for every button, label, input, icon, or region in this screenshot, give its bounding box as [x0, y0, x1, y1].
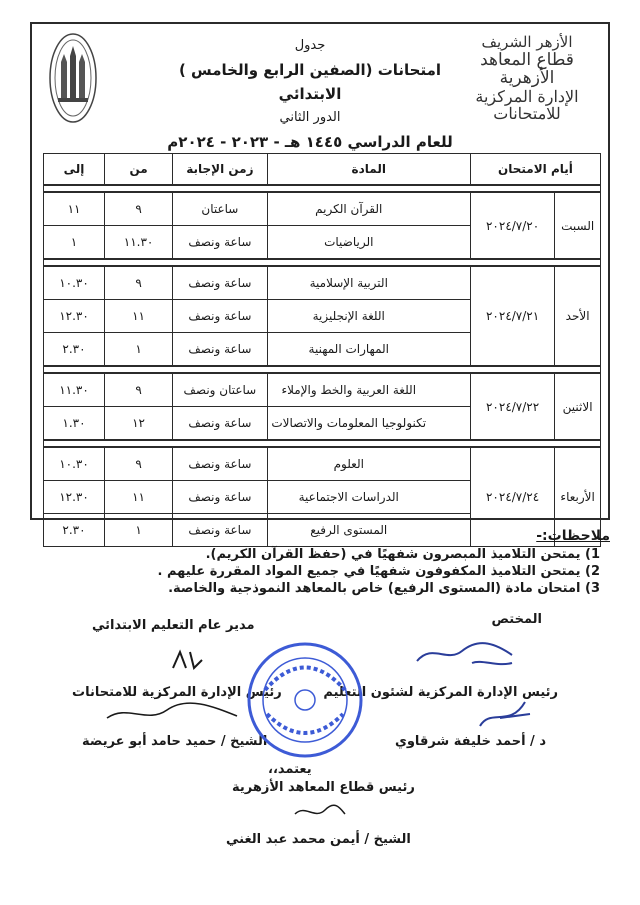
- specialist-title: المختص: [491, 612, 542, 627]
- header-from: من: [105, 154, 173, 186]
- to-cell: ١١: [44, 192, 105, 226]
- director-primary-title: مدير عام التعليم الابتدائي: [92, 618, 255, 633]
- duration-cell: ساعتان ونصف: [173, 373, 268, 407]
- specialist-signature: [412, 633, 522, 673]
- table-row: [44, 447, 601, 481]
- from-cell: ٩: [105, 447, 173, 481]
- header-to: إلى: [44, 154, 105, 186]
- official-stamp-icon: [245, 640, 365, 760]
- duration-cell: ساعتان: [173, 192, 268, 226]
- subject-cell: العلوم: [267, 447, 470, 481]
- note-item: 3) امتحان مادة (المستوى الرفيع) خاص بالمعاهد النموذجية والخاصة.: [168, 581, 600, 596]
- to-cell: ١٠.٣٠: [44, 266, 105, 300]
- from-cell: ١١: [105, 300, 173, 333]
- table-row: [44, 373, 601, 407]
- head-edu-affairs-title: رئيس الإدارة المركزية لشئون التعليم: [323, 685, 558, 700]
- header-line1: جدول: [294, 38, 326, 53]
- header-line3: الدور الثاني: [279, 110, 341, 125]
- header-subject: المادة: [267, 154, 470, 186]
- table-row: [44, 266, 601, 300]
- day-cell: الاثنين: [555, 373, 601, 440]
- exam-schedule-table: [43, 153, 601, 547]
- subject-cell: المهارات المهنية: [267, 333, 470, 367]
- head-exams-title: رئيس الإدارة المركزية للامتحانات: [72, 685, 282, 700]
- note-item: 2) يمتحن التلاميذ المكفوفون شفهيًا في جميع المواد المقررة عليهم .: [157, 564, 600, 579]
- date-cell: ٢٠٢٤/٧/٢٢: [470, 373, 554, 440]
- to-cell: ١: [44, 226, 105, 260]
- exams-signature: [102, 700, 242, 726]
- duration-cell: ساعة ونصف: [173, 447, 268, 481]
- day-cell: الأحد: [555, 266, 601, 366]
- duration-cell: ساعة ونصف: [173, 300, 268, 333]
- head-sector-title: رئيس قطاع المعاهد الأزهرية: [232, 780, 415, 795]
- edu-affairs-signature: [470, 688, 550, 734]
- duration-cell: ساعة ونصف: [173, 514, 268, 547]
- azhar-emblem-icon: [48, 32, 98, 124]
- from-cell: ٩: [105, 192, 173, 226]
- name-left: الشيخ / حميد حامد أبو عريضة: [82, 734, 268, 749]
- sector-logo-line1: الأزهر الشريف: [481, 33, 573, 51]
- from-cell: ١: [105, 333, 173, 367]
- notes-section: [30, 528, 610, 597]
- name-right: د / أحمد خليفة شرقاوي: [394, 734, 546, 749]
- from-cell: ١: [105, 514, 173, 547]
- document-header: [150, 34, 470, 154]
- duration-cell: ساعة ونصف: [173, 407, 268, 441]
- from-cell: ٩: [105, 373, 173, 407]
- to-cell: ١١.٣٠: [44, 373, 105, 407]
- subject-cell: اللغة الإنجليزية: [267, 300, 470, 333]
- to-cell: ١.٣٠: [44, 407, 105, 441]
- date-cell: ٢٠٢٤/٧/٢١: [470, 266, 554, 366]
- duration-cell: ساعة ونصف: [173, 226, 268, 260]
- head-sector-signature: [290, 800, 350, 824]
- to-cell: ١٢.٣٠: [44, 481, 105, 514]
- to-cell: ١٢.٣٠: [44, 300, 105, 333]
- date-cell: ٢٠٢٤/٧/٢٤: [470, 447, 554, 547]
- subject-cell: الدراسات الاجتماعية: [267, 481, 470, 514]
- table-header-row: [44, 154, 601, 186]
- to-cell: ٢.٣٠: [44, 333, 105, 367]
- approved-label: يعتمد،،: [268, 762, 312, 777]
- to-cell: ٢.٣٠: [44, 514, 105, 547]
- subject-cell: اللغة العربية والخط والإملاء: [267, 373, 470, 407]
- duration-cell: ساعة ونصف: [173, 266, 268, 300]
- from-cell: ١١.٣٠: [105, 226, 173, 260]
- director-signature: [168, 646, 208, 674]
- day-cell: السبت: [555, 192, 601, 259]
- header-line4: للعام الدراسي ١٤٤٥ هـ - ٢٠٢٣ - ٢٠٢٤م: [167, 133, 453, 151]
- subject-cell: التربية الإسلامية: [267, 266, 470, 300]
- duration-cell: ساعة ونصف: [173, 333, 268, 367]
- subject-cell: الرياضيات: [267, 226, 470, 260]
- from-cell: ١١: [105, 481, 173, 514]
- note-item: 1) يمتحن التلاميذ المبصرون شفهيًا في (حفظ القرآن الكريم).: [205, 547, 600, 562]
- subject-cell: القرآن الكريم: [267, 192, 470, 226]
- date-cell: ٢٠٢٤/٧/٢٠: [470, 192, 554, 259]
- from-cell: ١٢: [105, 407, 173, 441]
- header-duration: زمن الإجابة: [173, 154, 268, 186]
- sector-logo: [452, 34, 602, 123]
- table-row: [44, 192, 601, 226]
- notes-title: ملاحظات:-: [536, 528, 610, 544]
- header-days: أيام الامتحان: [470, 154, 600, 186]
- subject-cell: المستوى الرفيع: [267, 514, 470, 547]
- to-cell: ١٠.٣٠: [44, 447, 105, 481]
- name-head: الشيخ / أيمن محمد عبد الغني: [226, 832, 411, 847]
- header-line2: امتحانات (الصفين الرابع والخامس ) الابتدائي: [178, 61, 442, 103]
- sector-logo-line2: قطاع المعاهد الأزهرية: [480, 49, 574, 89]
- sector-logo-line3: الإدارة المركزية للامتحانات: [475, 86, 579, 124]
- day-cell: الأربعاء: [555, 447, 601, 547]
- duration-cell: ساعة ونصف: [173, 481, 268, 514]
- subject-cell: تكنولوجيا المعلومات والاتصالات: [267, 407, 470, 441]
- from-cell: ٩: [105, 266, 173, 300]
